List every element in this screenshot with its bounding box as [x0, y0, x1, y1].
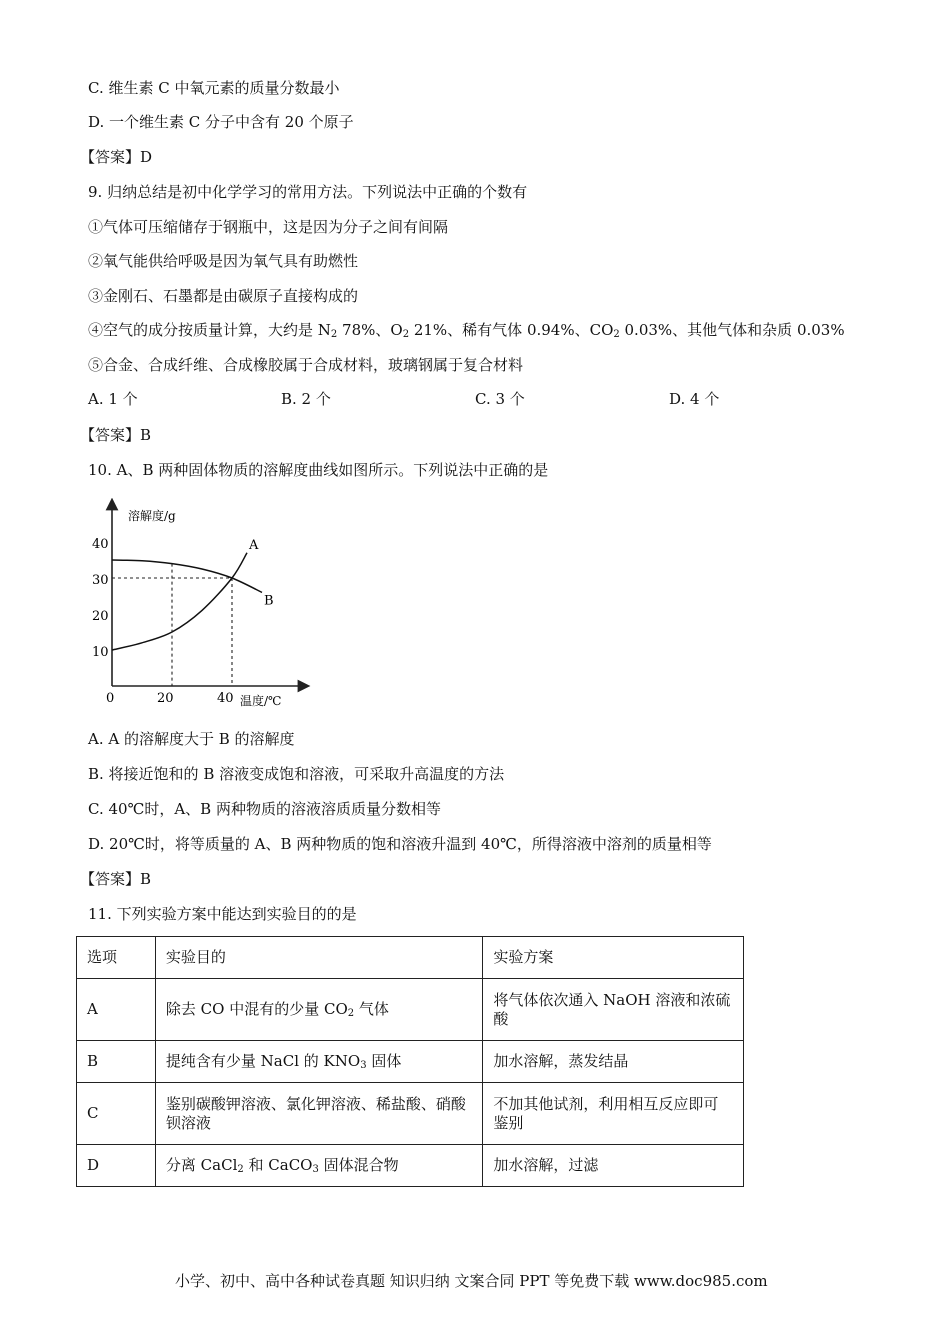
row-option: B [77, 1041, 156, 1083]
q10-answer: 【答案】B [80, 870, 152, 888]
y-tick-20: 20 [92, 609, 109, 624]
row-method: 加水溶解，过滤 [483, 1145, 744, 1187]
series-a-curve [112, 553, 247, 650]
q10-option-a: A. A 的溶解度大于 B 的溶解度 [88, 730, 295, 748]
q9-item-3: ③金刚石、石墨都是由碳原子直接构成的 [88, 287, 359, 305]
row-method: 不加其他试剂，利用相互反应即可鉴别 [483, 1083, 744, 1145]
q10-option-d: D. 20℃时，将等质量的 A、B 两种物质的饱和溶液升温到 40℃，所得溶液中溶剂的质量相等 [88, 835, 712, 853]
q9-options [88, 389, 848, 409]
x-axis-label: 温度/℃ [240, 694, 282, 708]
q10-option-c: C. 40℃时，A、B 两种物质的溶液溶质质量分数相等 [88, 800, 441, 818]
table-header-row [77, 937, 744, 979]
series-a-label: A [249, 537, 259, 553]
q9-option-a: A. 1 个 [88, 390, 138, 408]
x-tick-0: 0 [106, 691, 115, 706]
q9-option-b: B. 2 个 [281, 390, 331, 408]
q9-option-d: D. 4 个 [669, 390, 720, 408]
header-method: 实验方案 [483, 937, 744, 979]
solubility-chart [80, 498, 320, 718]
x-tick-40: 40 [217, 691, 234, 706]
q9-item-1: ①气体可压缩储存于钢瓶中，这是因为分子之间有间隔 [88, 218, 449, 236]
row-method: 将气体依次通入 NaOH 溶液和浓硫酸 [483, 979, 744, 1041]
table-row [77, 979, 744, 1041]
q10-stem: 10. A、B 两种固体物质的溶解度曲线如图所示。下列说法中正确的是 [88, 461, 549, 479]
q8-option-c: C. 维生素 C 中氧元素的质量分数最小 [88, 79, 340, 97]
row-option: D [77, 1145, 156, 1187]
row-option: A [77, 979, 156, 1041]
q9-item-5: ⑤合金、合成纤维、合成橡胶属于合成材料，玻璃钢属于复合材料 [88, 356, 524, 374]
q9-option-c: C. 3 个 [475, 390, 525, 408]
q9-item-4: ④空气的成分按质量计算，大约是 $N_2$ 78%、$O_2$ 21%、稀有气体 0.94%、$CO_2$ 0.03%、其他气体和杂质 0.03% [88, 321, 845, 340]
y-tick-30: 30 [92, 573, 109, 588]
table-row [77, 1041, 744, 1083]
header-purpose: 实验目的 [155, 937, 482, 979]
row-purpose: 除去 CO 中混有的少量 $CO_2$ 气体 [155, 979, 482, 1041]
header-option: 选项 [77, 937, 156, 979]
row-purpose: 鉴别碳酸钾溶液、氯化钾溶液、稀盐酸、硝酸钡溶液 [155, 1083, 482, 1145]
row-method: 加水溶解，蒸发结晶 [483, 1041, 744, 1083]
y-tick-40: 40 [92, 537, 109, 552]
experiment-table [76, 936, 744, 1187]
table-row [77, 1083, 744, 1145]
row-purpose: 分离 CaCl$_2$ 和 CaCO$_3$ 固体混合物 [155, 1145, 482, 1187]
row-option: C [77, 1083, 156, 1145]
row-purpose: 提纯含有少量 NaCl 的 $KNO_3$ 固体 [155, 1041, 482, 1083]
q8-answer: 【答案】D [80, 148, 153, 166]
q10-option-b: B. 将接近饱和的 B 溶液变成饱和溶液，可采取升高温度的方法 [88, 765, 505, 783]
series-b-label: B [264, 593, 274, 609]
y-axis-label: 溶解度/g [128, 509, 176, 523]
y-tick-10: 10 [92, 645, 109, 660]
table-row [77, 1145, 744, 1187]
q9-answer: 【答案】B [80, 426, 152, 444]
q11-stem: 11. 下列实验方案中能达到实验目的的是 [88, 905, 357, 923]
solubility-chart-svg [80, 498, 320, 718]
q9-item-2: ②氧气能供给呼吸是因为氧气具有助燃性 [88, 252, 359, 270]
q9-stem: 9. 归纳总结是初中化学学习的常用方法。下列说法中正确的个数有 [88, 183, 528, 201]
q8-option-d: D. 一个维生素 C 分子中含有 20 个原子 [88, 113, 354, 131]
x-tick-20: 20 [157, 691, 174, 706]
series-b-curve [112, 560, 262, 592]
page-footer: 小学、初中、高中各种试卷真题 知识归纳 文案合同 PPT 等免费下载 www.doc985.com [175, 1272, 768, 1290]
reference-lines [112, 564, 232, 686]
